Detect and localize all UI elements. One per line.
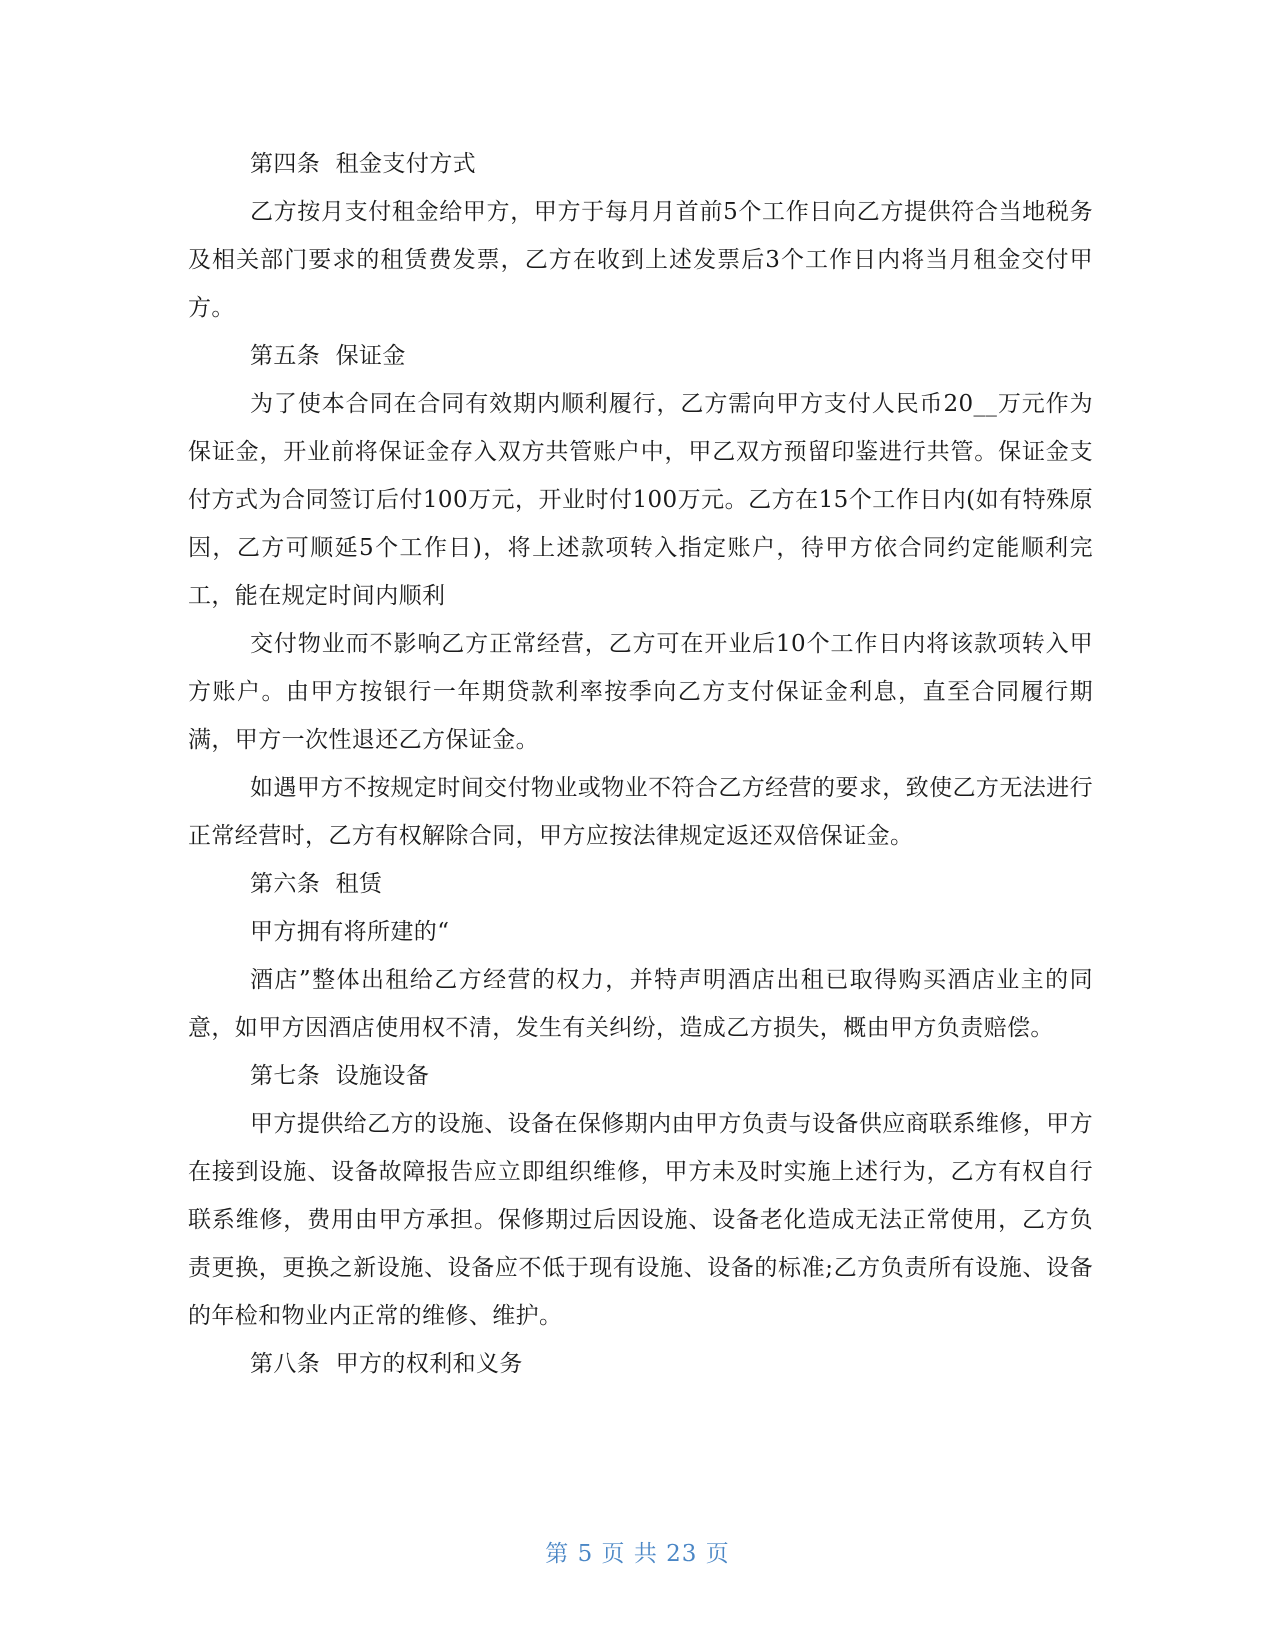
page-number-footer: 第 5 页 共 23 页 xyxy=(545,1541,730,1567)
article-7-heading: 第七条 设施设备 xyxy=(250,1063,430,1089)
article-5-paragraph-3: 如遇甲方不按规定时间交付物业或物业不符合乙方经营的要求，致使乙方无法进行正常经营时，乙方有权解除合同，甲方应按法律规定返还双倍保证金。 xyxy=(188,775,1093,849)
article-6-paragraph-2: 酒店”整体出租给乙方经营的权力，并特声明酒店出租已取得购买酒店业主的同意，如甲方因酒店使用权不清，发生有关纠纷，造成乙方损失，概由甲方负责赔偿。 xyxy=(188,967,1093,1041)
article-5-paragraph-1: 为了使本合同在合同有效期内顺利履行，乙方需向甲方支付人民币20__万元作为保证金，开业前将保证金存入双方共管账户中，甲乙双方预留印鉴进行共管。保证金支付方式为合同签订后付100万元，开业时付100万元。乙方在15个工作日内(如有特殊原因，乙方可顺延5个工作日)，将上述款项转入指定账户，待甲方依合同约定能顺利完工，能在规定时间内顺利 xyxy=(188,391,1093,609)
article-4-heading: 第四条 租金支付方式 xyxy=(250,151,477,177)
article-4-paragraph: 乙方按月支付租金给甲方，甲方于每月月首前5个工作日向乙方提供符合当地税务及相关部门要求的租赁费发票，乙方在收到上述发票后3个工作日内将当月租金交付甲方。 xyxy=(188,199,1093,321)
article-7-paragraph: 甲方提供给乙方的设施、设备在保修期内由甲方负责与设备供应商联系维修，甲方在接到设施、设备故障报告应立即组织维修，甲方未及时实施上述行为，乙方有权自行联系维修，费用由甲方承担。保修期过后因设施、设备老化造成无法正常使用，乙方负责更换，更换之新设施、设备应不低于现有设施、设备的标准;乙方负责所有设施、设备的年检和物业内正常的维修、维护。 xyxy=(188,1111,1093,1329)
article-6-paragraph-1: 甲方拥有将所建的“ xyxy=(250,919,450,945)
article-5-heading: 第五条 保证金 xyxy=(250,343,406,369)
document-body xyxy=(188,140,1093,1388)
article-6-heading: 第六条 租赁 xyxy=(250,871,383,897)
article-5-paragraph-2: 交付物业而不影响乙方正常经营，乙方可在开业后10个工作日内将该款项转入甲方账户。由甲方按银行一年期贷款利率按季向乙方支付保证金利息，直至合同履行期满，甲方一次性退还乙方保证金。 xyxy=(188,631,1093,753)
article-8-heading: 第八条 甲方的权利和义务 xyxy=(250,1351,523,1377)
